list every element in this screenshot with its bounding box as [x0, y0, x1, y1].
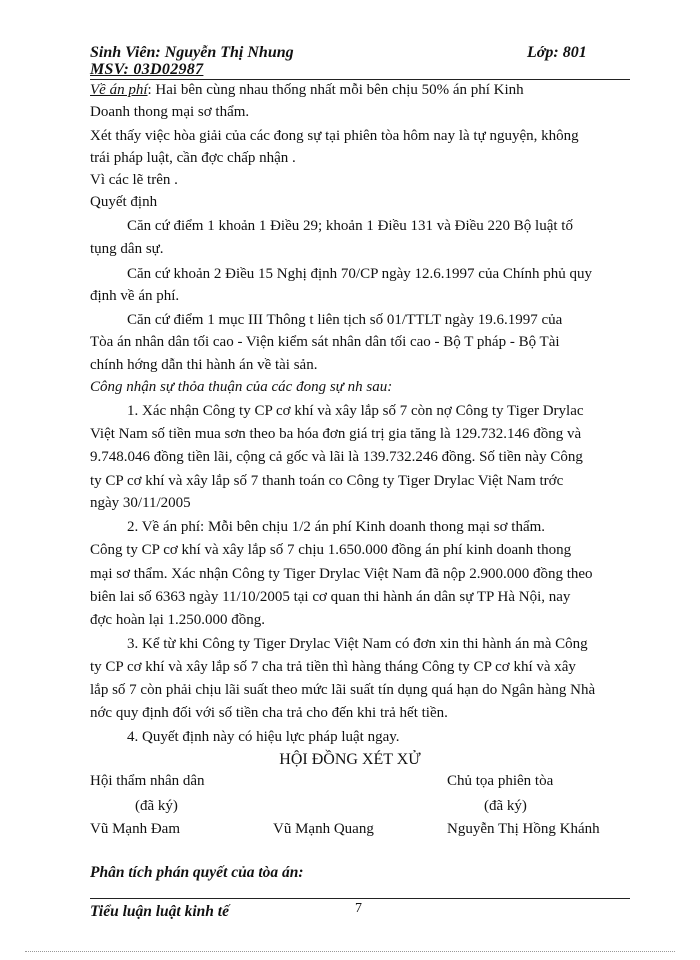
footer-title: Tiểu luận luật kinh tế: [90, 903, 229, 920]
text-line: Xét thấy việc hòa giải của các đong sự tại phiên tòa hôm nay là tự nguyện, không: [90, 128, 579, 144]
left-role: Hội thẩm nhân dân: [90, 773, 205, 789]
page-number: 7: [355, 901, 362, 916]
analysis-heading: Phân tích phán quyết của tòa án:: [90, 864, 304, 881]
student-name: Sinh Viên: Nguyễn Thị Nhung: [90, 44, 294, 61]
text-line: ngày 30/11/2005: [90, 495, 191, 511]
text-line: đợc hoàn lại 1.250.000 đồng.: [90, 612, 265, 628]
text-line: Căn cứ điểm 1 mục III Thông t liên tịch số 01/TTLT ngày 19.6.1997 của: [127, 312, 563, 328]
an-phi-label: Về án phí: [90, 82, 148, 98]
class-label: Lớp: 801: [527, 44, 587, 61]
judge-name-1: Vũ Mạnh Đam: [90, 821, 180, 837]
text-line: ty CP cơ khí và xây lắp số 7 cha trả tiền thì hàng tháng Công ty CP cơ khí và xây: [90, 659, 576, 675]
agreement-heading: Công nhận sự thỏa thuận của các đong sự nh sau:: [90, 379, 393, 395]
text-line: 2. Về án phí: Mỗi bên chịu 1/2 án phí Kinh doanh thong mại sơ thẩm.: [127, 519, 546, 535]
council-title: HỘI ĐỒNG XÉT XỬ: [279, 751, 421, 768]
right-role: Chủ tọa phiên tòa: [447, 773, 554, 789]
signed-note-right: (đã ký): [484, 798, 527, 814]
text-line: biên lai số 6363 ngày 11/10/2005 tại cơ quan thi hành án dân sự TP Hà Nội, nay: [90, 589, 571, 605]
page-break-line: [25, 951, 675, 952]
judge-name-2: Vũ Mạnh Quang: [273, 821, 374, 837]
footer-rule: [90, 898, 630, 899]
header-rule: [90, 79, 630, 80]
text-line: Tòa án nhân dân tối cao - Viện kiểm sát nhân dân tối cao - Bộ T pháp - Bộ Tài: [90, 334, 560, 350]
text-line: Căn cứ điểm 1 khoản 1 Điều 29; khoản 1 Điều 131 và Điều 220 Bộ luật tố: [127, 218, 573, 234]
an-phi-line: [90, 81, 524, 99]
judge-name-3: Nguyễn Thị Hồng Khánh: [447, 821, 600, 837]
student-id: MSV: 03D02987: [90, 61, 204, 78]
an-phi-text: : Hai bên cùng nhau thống nhất mỗi bên chịu 50% án phí Kinh: [147, 82, 524, 98]
text-line: ty CP cơ khí và xây lắp số 7 thanh toán co Công ty Tiger Drylac Việt Nam trớc: [90, 473, 564, 489]
text-line: trái pháp luật, cần đợc chấp nhận .: [90, 150, 296, 166]
text-line: định về án phí.: [90, 288, 180, 304]
section-heading-decision: Quyết định: [90, 194, 158, 210]
text-line: 9.748.046 đồng tiền lãi, cộng cả gốc và lãi là 139.732.246 đồng. Số tiền này Công: [90, 449, 583, 465]
signed-note-left: (đã ký): [135, 798, 178, 814]
text-line: Công ty CP cơ khí và xây lắp số 7 chịu 1.650.000 đồng án phí kinh doanh thong: [90, 542, 572, 558]
text-line: Doanh thong mại sơ thẩm.: [90, 104, 250, 120]
text-line: 3. Kể từ khi Công ty Tiger Drylac Việt Nam có đơn xin thi hành án mà Công: [127, 636, 588, 652]
text-line: chính hớng dẫn thi hành án về tài sản.: [90, 357, 318, 373]
text-line: lắp số 7 còn phải chịu lãi suất theo mức lãi suất tín dụng quá hạn do Ngân hàng Nhà: [90, 682, 596, 698]
text-line: mại sơ thẩm. Xác nhận Công ty Tiger Drylac Việt Nam đã nộp 2.900.000 đồng theo: [90, 566, 593, 582]
text-line: Vì các lẽ trên .: [90, 172, 178, 188]
text-line: 4. Quyết định này có hiệu lực pháp luật ngay.: [127, 729, 400, 745]
text-line: nớc quy định đối với số tiền cha trả cho đến khi trả hết tiền.: [90, 705, 448, 721]
text-line: 1. Xác nhận Công ty CP cơ khí và xây lắp số 7 còn nợ Công ty Tiger Drylac: [127, 403, 584, 419]
text-line: Căn cứ khoản 2 Điều 15 Nghị định 70/CP ngày 12.6.1997 của Chính phủ quy: [127, 266, 593, 282]
text-line: Việt Nam số tiền mua sơn theo ba hóa đơn giá trị gia tăng là 129.732.146 đồng và: [90, 426, 582, 442]
text-line: tụng dân sự.: [90, 241, 164, 257]
